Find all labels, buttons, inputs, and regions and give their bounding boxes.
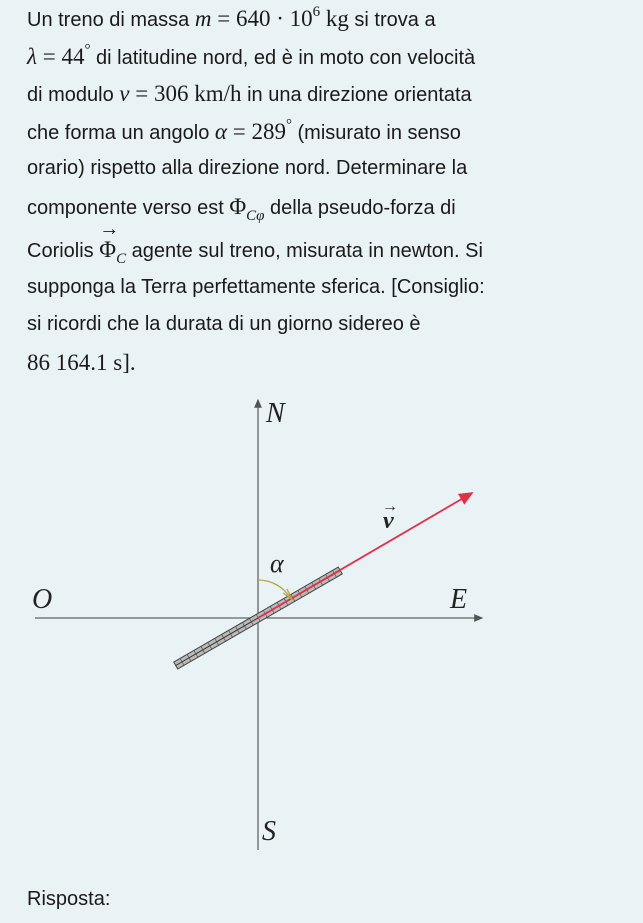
- text-fragment: si ricordi che la durata di un giorno sidereo è: [27, 313, 421, 335]
- velocity-label: v: [383, 508, 394, 534]
- problem-line-9: [27, 306, 627, 344]
- mass-exponent: 6: [312, 4, 321, 20]
- phi-subscript: Cφ: [246, 207, 265, 224]
- angle-arc: [258, 580, 291, 599]
- velocity-vector: [258, 493, 472, 618]
- mass-value: = 640 · 10: [211, 6, 313, 31]
- text-fragment: Coriolis: [27, 240, 100, 262]
- mass-unit: kg: [320, 6, 349, 31]
- north-label: N: [266, 398, 285, 429]
- problem-line-3: [27, 75, 627, 113]
- text-fragment: di latitudine nord, ed è in moto con velocità: [90, 46, 476, 69]
- text-fragment: agente sul treno, misurata in newton. Si: [126, 240, 483, 262]
- text-fragment: ].: [122, 349, 136, 375]
- text-fragment: supponga la Terra perfettamente sferica. [Consiglio:: [27, 275, 485, 298]
- phi-symbol: Φ: [229, 193, 247, 219]
- problem-line-4: [27, 113, 627, 151]
- phi-subscript: C: [116, 251, 127, 267]
- text-fragment: in una direzione orientata: [241, 84, 472, 106]
- text-fragment: orario) rispetto alla direzione nord. Determinare la: [27, 157, 468, 179]
- south-label: S: [262, 816, 276, 847]
- answer-label: Risposta:: [27, 888, 111, 910]
- text-fragment: della pseudo-forza di: [264, 196, 456, 219]
- degree-symbol: °: [84, 41, 91, 58]
- compass-diagram: [0, 380, 643, 860]
- west-label: O: [32, 584, 53, 615]
- text-fragment: componente verso est: [27, 196, 230, 219]
- phi-symbol: Φ: [99, 237, 117, 262]
- text-fragment: (misurato in senso: [291, 121, 461, 144]
- velocity-label-arrow: →: [382, 498, 398, 515]
- problem-line-1: [27, 0, 627, 38]
- problem-line-10: [27, 344, 627, 382]
- coriolis-vector-symbol: [99, 218, 120, 271]
- text-fragment: che forma un angolo: [27, 121, 215, 144]
- problem-statement: [27, 0, 627, 381]
- text-fragment: di modulo: [27, 84, 120, 106]
- east-label: E: [450, 584, 468, 615]
- text-fragment: si trova a: [348, 9, 436, 31]
- latitude-value: = 44: [36, 43, 85, 69]
- alpha-label: α: [270, 549, 284, 578]
- vector-arrow: →: [99, 218, 120, 240]
- problem-line-2: [27, 38, 627, 76]
- problem-line-5: [27, 150, 627, 188]
- problem-line-8: [27, 269, 627, 307]
- degree-symbol: °: [285, 116, 292, 133]
- speed-symbol: v: [119, 81, 130, 106]
- speed-value: = 306 km/h: [129, 81, 242, 106]
- angle-symbol: α: [214, 118, 227, 144]
- sidereal-day-value: 86 164.1 s: [27, 349, 123, 375]
- problem-line-7: [27, 218, 627, 269]
- text-fragment: Un treno di massa: [27, 9, 195, 31]
- mass-symbol: m: [194, 6, 212, 31]
- latitude-symbol: λ: [27, 43, 37, 69]
- angle-value: = 289: [226, 118, 286, 144]
